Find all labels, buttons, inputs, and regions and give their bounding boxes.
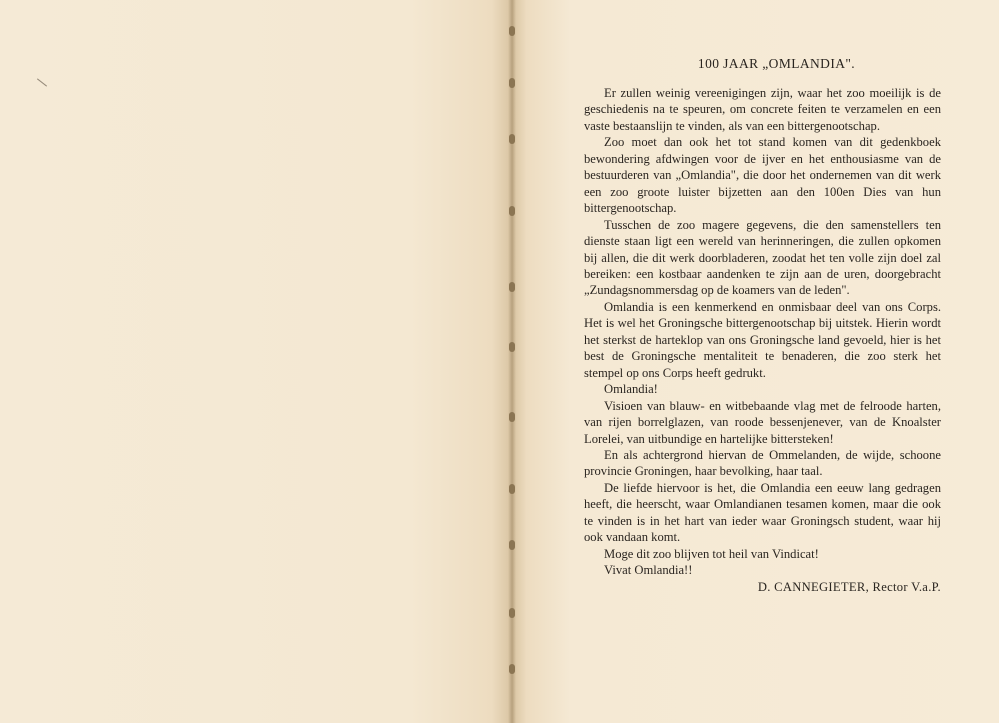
paragraph: Visioen van blauw- en witbebaande vlag met de felroode harten, van rijen borrelglazen, van roode bessenjenever, van de Knoalster Lorelei, van uitbundige en hartelijke bittersteken! (584, 398, 941, 446)
paragraph: Vivat Omlandia!! (604, 563, 693, 578)
binding-stitch (509, 608, 515, 618)
paragraph: Zoo moet dan ook het tot stand komen van dit gedenkboek bewondering afdwingen voor de ijver en het enthousiasme van de bestuurderen van „Omlandia", die door het ondernemen van dit werk een zoo groote luister bijzetten aan den 100en Dies van hun bittergenootschap. (584, 135, 941, 216)
paragraph: Moge dit zoo blijven tot heil van Vindicat! (604, 546, 819, 561)
paragraph: Omlandia is een kenmerkend en onmisbaar deel van ons Corps. Het is wel het Groningsche bittergenootschap bij uitstek. Hierin wordt het sterkst de harteklop van ons Groningsche land gevoeld, hier is het best de Groningsche mentaliteit te benaderen, die zoo sterk het stempel op ons Corps heeft gedrukt. (584, 299, 941, 380)
binding-stitch (509, 134, 515, 144)
pencil-mark (37, 78, 47, 86)
binding-stitch (509, 26, 515, 36)
binding-stitch (509, 540, 515, 550)
paragraph: De liefde hiervoor is het, die Omlandia een eeuw lang gedragen heeft, die heerscht, waar Omlandianen tesamen komen, maar die ook te vinden is in het hart van ieder waar Groningsch student, waar hij ook vandaan komt. (584, 480, 941, 545)
paragraph: Er zullen weinig vereenigingen zijn, waar het zoo moeilijk is de geschiedenis na te speuren, om concrete feiten te verzamelen en een vaste bestaanslijn te vinden, als van een bittergenootschap. (584, 86, 941, 133)
binding-stitch (509, 282, 515, 292)
signature: D. CANNEGIETER, Rector V.a.P. (757, 579, 941, 594)
article-heading: 100 JAAR „OMLANDIA". (697, 56, 856, 71)
paragraph: Omlandia! (604, 382, 658, 397)
binding-stitch (509, 664, 515, 674)
binding-stitch (509, 206, 515, 216)
binding-stitch (509, 412, 515, 422)
binding-stitch (509, 78, 515, 88)
paragraph: En als achtergrond hiervan de Ommelanden, de wijde, schoone provincie Groningen, haar bevolking, haar taal. (584, 447, 941, 479)
paragraph: Tusschen de zoo magere gegevens, die den samenstellers ten dienste staan ligt een wereld van herinneringen, die zullen opkomen bij allen, die dit werk doorbladeren, zoodat het ten volle zijn doel zal bereiken: een kostbaar aandenken te zijn aan de uren, doorgebracht „Zundagsnommersdag op de koamers van de leden". (584, 217, 941, 298)
article-body (584, 85, 941, 579)
article (584, 56, 941, 595)
binding-stitch (509, 342, 515, 352)
binding-stitch (509, 484, 515, 494)
